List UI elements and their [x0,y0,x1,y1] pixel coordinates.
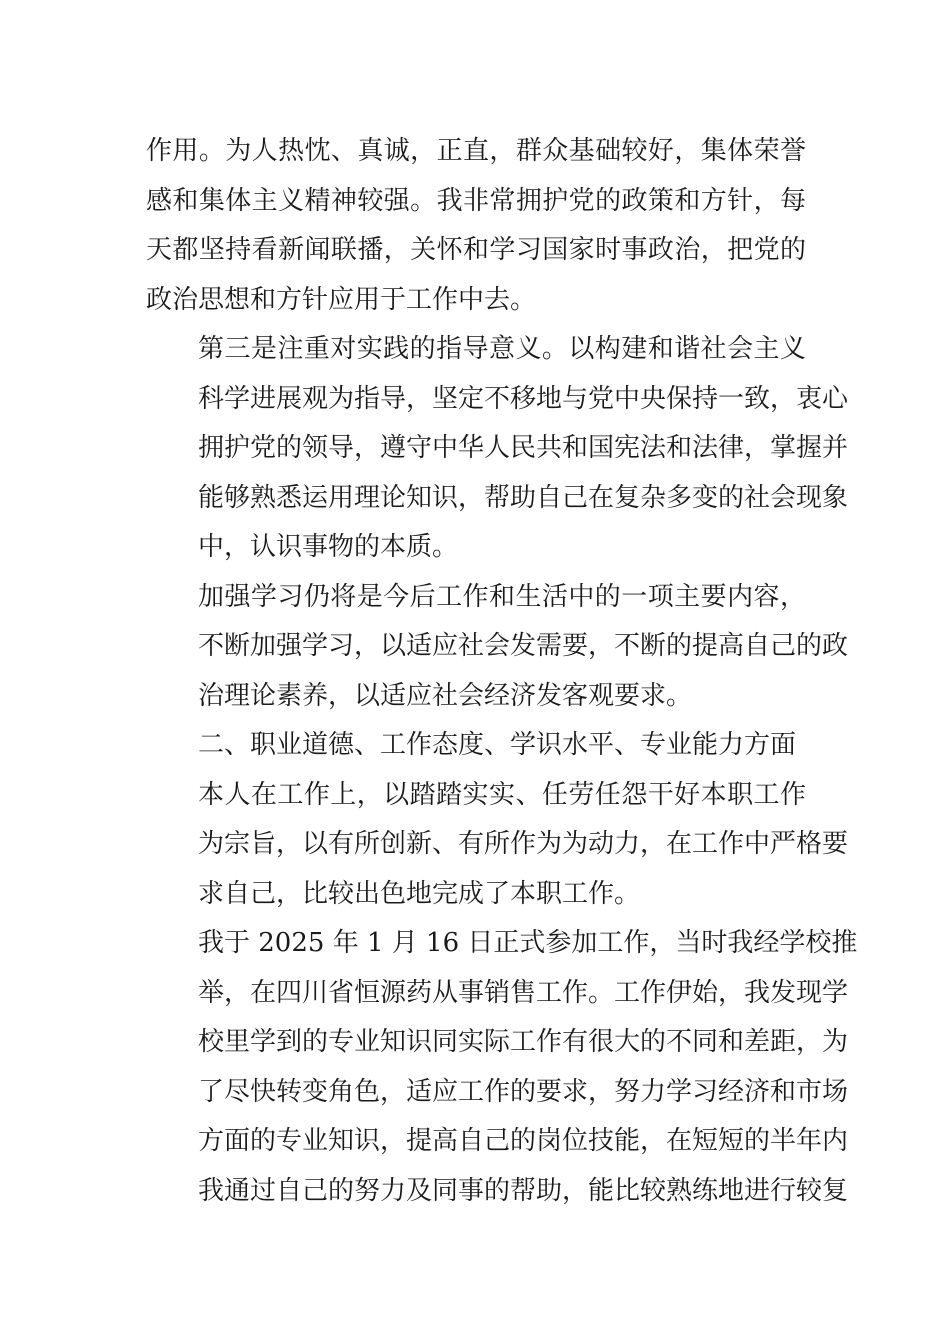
text-line: 中，认识事物的本质。 [198,532,459,562]
text-line: 本人在工作上，以踏踏实实、任劳任怨干好本职工作 [198,779,806,810]
text-line: 治理论素养，以适应社会经济发客观要求。 [198,680,693,711]
text-line: 拥护党的领导，遵守中华人民共和国宪法和法律，掌握并 [198,433,849,463]
text-line: 举，在四川省恒源药从事销售工作。工作伊始，我发现学 [198,977,849,1008]
text-line: 方面的专业知识，提高自己的岗位技能，在短短的半年内 [198,1126,849,1156]
text-line: 第三是注重对实践的指导意义。以构建和谐社会主义 [198,334,806,364]
section-heading-text: 二、职业道德、工作态度、学识水平、专业能力方面 [198,730,797,760]
text-line: 天都坚持看新闻联播，关怀和学习国家时事政治，把党的 [146,235,806,265]
paragraph-6 [146,919,858,1216]
paragraph-5 [146,771,849,920]
text-line: 科学进展观为指导，坚定不移地与党中央保持一致，衷心 [198,383,849,414]
text-line: 我通过自己的努力及同事的帮助，能比较熟练地进行较复 [198,1175,849,1206]
text-line: 了尽快转变角色，适应工作的要求，努力学习经济和市场 [198,1076,849,1107]
text-line: 感和集体主义精神较强。我非常拥护党的政策和方针，每 [146,185,806,216]
text-line: 求自己，比较出色地完成了本职工作。 [198,878,641,909]
section-heading [146,721,806,771]
text-line: 作用。为人热忱、真诚，正直，群众基础较好，集体荣誉 [146,136,806,166]
document-page [146,127,858,1216]
text-line: 加强学习仍将是今后工作和生活中的一项主要内容， [198,581,806,612]
text-line: 能够熟悉运用理论知识，帮助自己在复杂多变的社会现象 [198,482,849,513]
text-line: 为宗旨，以有所创新、有所作为为动力，在工作中严格要 [198,829,849,859]
text-line: 不断加强学习，以适应社会发需要，不断的提高自己的政 [198,631,849,661]
paragraph-3 [146,573,849,722]
paragraph-2 [146,325,849,573]
text-line: 我于 2025 年 1 月 16 日正式参加工作，当时我经学校推 [198,928,858,958]
text-line: 校里学到的专业知识同实际工作有很大的不同和差距，为 [198,1027,849,1057]
paragraph-1 [146,127,806,325]
text-line: 政治思想和方针应用于工作中去。 [146,284,537,315]
